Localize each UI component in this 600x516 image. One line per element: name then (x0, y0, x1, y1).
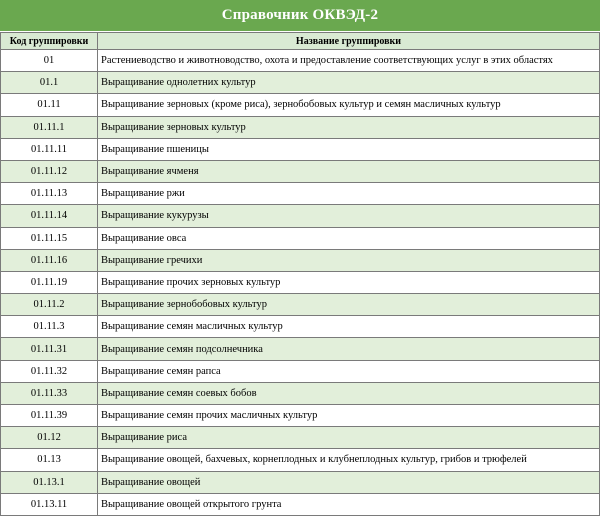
group-code-cell: 01.1 (1, 72, 98, 94)
table-row[interactable] (1, 360, 600, 382)
table-row[interactable] (1, 227, 600, 249)
group-code-cell: 01.11.13 (1, 183, 98, 205)
group-code-cell: 01 (1, 50, 98, 72)
group-name-cell: Выращивание овса (98, 227, 600, 249)
table-row[interactable] (1, 183, 600, 205)
group-name-cell: Выращивание ржи (98, 183, 600, 205)
table-row[interactable] (1, 449, 600, 471)
table-row[interactable] (1, 249, 600, 271)
group-code-cell: 01.11.1 (1, 116, 98, 138)
group-code-cell: 01.11.3 (1, 316, 98, 338)
group-name-cell: Выращивание кукурузы (98, 205, 600, 227)
group-name-cell: Выращивание семян соевых бобов (98, 382, 600, 404)
group-name-cell: Выращивание семян прочих масличных культур (98, 405, 600, 427)
group-name-cell: Выращивание зернобобовых культур (98, 294, 600, 316)
table-row[interactable] (1, 94, 600, 116)
group-name-cell: Выращивание прочих зерновых культур (98, 271, 600, 293)
table-row[interactable] (1, 427, 600, 449)
table-row[interactable] (1, 316, 600, 338)
group-code-cell: 01.11.11 (1, 138, 98, 160)
group-code-cell: 01.13 (1, 449, 98, 471)
table-body (1, 50, 600, 516)
group-name-cell: Выращивание пшеницы (98, 138, 600, 160)
table-row[interactable] (1, 271, 600, 293)
group-code-cell: 01.11.12 (1, 160, 98, 182)
group-code-cell: 01.11 (1, 94, 98, 116)
column-header-name: Название группировки (98, 33, 600, 50)
group-name-cell: Выращивание гречихи (98, 249, 600, 271)
group-code-cell: 01.13.1 (1, 471, 98, 493)
group-code-cell: 01.11.39 (1, 405, 98, 427)
table-row[interactable] (1, 471, 600, 493)
group-name-cell: Выращивание овощей, бахчевых, корнеплодных и клубнеплодных культур, грибов и трюфелей (98, 449, 600, 471)
group-code-cell: 01.11.2 (1, 294, 98, 316)
table-row[interactable] (1, 160, 600, 182)
group-code-cell: 01.11.31 (1, 338, 98, 360)
group-code-cell: 01.12 (1, 427, 98, 449)
group-name-cell: Выращивание овощей открытого грунта (98, 493, 600, 515)
column-header-code: Код группировки (1, 33, 98, 50)
table-row[interactable] (1, 138, 600, 160)
table-row[interactable] (1, 205, 600, 227)
group-code-cell: 01.11.19 (1, 271, 98, 293)
okved-table (0, 32, 600, 516)
group-name-cell: Выращивание зерновых культур (98, 116, 600, 138)
group-code-cell: 01.11.16 (1, 249, 98, 271)
group-name-cell: Выращивание овощей (98, 471, 600, 493)
table-row[interactable] (1, 338, 600, 360)
group-name-cell: Выращивание однолетних культур (98, 72, 600, 94)
group-name-cell: Выращивание риса (98, 427, 600, 449)
page-title: Справочник ОКВЭД-2 (0, 0, 600, 32)
group-name-cell: Выращивание семян подсолнечника (98, 338, 600, 360)
group-code-cell: 01.11.32 (1, 360, 98, 382)
table-row[interactable] (1, 493, 600, 515)
group-code-cell: 01.11.15 (1, 227, 98, 249)
group-name-cell: Выращивание семян рапса (98, 360, 600, 382)
table-row[interactable] (1, 116, 600, 138)
group-name-cell: Выращивание ячменя (98, 160, 600, 182)
group-code-cell: 01.11.14 (1, 205, 98, 227)
table-header-row (1, 33, 600, 50)
table-row[interactable] (1, 294, 600, 316)
table-row[interactable] (1, 382, 600, 404)
group-name-cell: Выращивание зерновых (кроме риса), зернобобовых культур и семян масличных культур (98, 94, 600, 116)
table-row[interactable] (1, 50, 600, 72)
group-name-cell: Растениеводство и животноводство, охота и предоставление соответствующих услуг в этих областях (98, 50, 600, 72)
group-code-cell: 01.11.33 (1, 382, 98, 404)
table-row[interactable] (1, 72, 600, 94)
group-code-cell: 01.13.11 (1, 493, 98, 515)
table-row[interactable] (1, 405, 600, 427)
group-name-cell: Выращивание семян масличных культур (98, 316, 600, 338)
